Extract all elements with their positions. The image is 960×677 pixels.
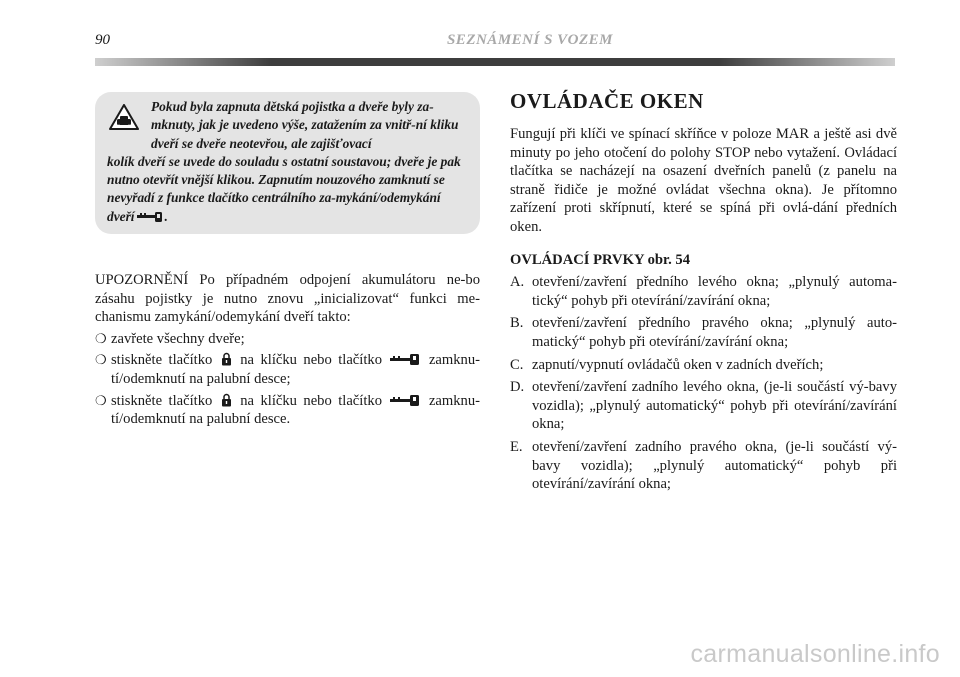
item-letter: D. bbox=[510, 379, 525, 396]
bullet-circle-icon: ❍ bbox=[95, 352, 107, 368]
central-lock-button-icon bbox=[390, 394, 420, 407]
bullet-text-post: zamknu-tí/odemknutí na palubní desce; bbox=[111, 352, 480, 387]
central-lock-button-icon bbox=[390, 353, 420, 366]
padlock-icon bbox=[221, 393, 232, 407]
warning-text-end: . bbox=[164, 208, 168, 224]
item-letter: B. bbox=[510, 315, 524, 332]
item-text: zapnutí/vypnutí ovládačů oken v zadních dveřích; bbox=[532, 356, 824, 373]
item-letter: C. bbox=[510, 356, 524, 373]
lock-button-icon bbox=[137, 211, 163, 223]
bullet-text: zavřete všechny dveře; bbox=[111, 330, 245, 347]
item-letter: A. bbox=[510, 274, 525, 291]
section-title: OVLÁDAČE OKEN bbox=[510, 89, 704, 113]
left-column bbox=[95, 271, 480, 429]
list-item bbox=[510, 438, 897, 494]
item-text: otevření/zavření zadního pravého okna, (je-li součástí vý-bavy vozidla); „plynulý automatický“ pohyb při otevírání/zavírání okna; bbox=[532, 438, 897, 493]
list-item bbox=[510, 314, 897, 351]
list-item bbox=[95, 330, 480, 349]
header-rule bbox=[95, 58, 895, 66]
item-text: otevření/zavření předního pravého okna; „plynulý auto-matický“ pohyb při otevírání/zavírání okna; bbox=[532, 315, 897, 350]
list-item bbox=[510, 356, 897, 375]
list-item bbox=[95, 351, 480, 388]
warning-box bbox=[95, 92, 480, 234]
warning-text-part2: kolík dveří se uvede do souladu s ostatní soustavou; dveře je pak nutno otevřít vnější klikou. Zapnutím nouzového zamknutí se nevyřadí z funkce tlačítko centrálního za-mykání/odemykání dveří bbox=[107, 153, 461, 224]
item-letter: E. bbox=[510, 438, 523, 455]
bullet-circle-icon: ❍ bbox=[95, 392, 107, 408]
bullet-text-mid: na klíčku nebo tlačítko bbox=[240, 392, 382, 409]
bullet-text-mid: na klíčku nebo tlačítko bbox=[240, 352, 382, 369]
watermark-link[interactable]: carmanualsonline.info bbox=[690, 640, 940, 668]
padlock-icon bbox=[221, 352, 232, 366]
list-item bbox=[510, 273, 897, 310]
item-text: otevření/zavření předního levého okna; „plynulý automa-tický“ pohyb při otevírání/zavírání okna; bbox=[532, 274, 897, 309]
page-number: 90 bbox=[95, 32, 110, 48]
list-item bbox=[95, 392, 480, 429]
item-text: otevření/zavření zadního levého okna, (je-li součástí vý-bavy vozidla); „plynulý automatický“ pohyb při otevírání/zavírání okna; bbox=[532, 379, 897, 433]
bullet-text-pre: stiskněte tlačítko bbox=[111, 352, 213, 369]
warning-text-part1: Pokud byla zapnuta dětská pojistka a dveře byly za-mknuty, jak je uvedeno výše, zatažením za vnitř-ní kliku dveří se dveře neotevřou, ale zajišťovací bbox=[151, 99, 459, 151]
bullet-circle-icon: ❍ bbox=[95, 330, 107, 346]
list-item bbox=[510, 378, 897, 434]
subheading: OVLÁDACÍ PRVKY obr. 54 bbox=[510, 251, 691, 268]
running-title: SEZNÁMENÍ S VOZEM bbox=[446, 32, 614, 48]
bullet-text-post: zamknu-tí/odemknutí na palubní desce. bbox=[111, 392, 480, 428]
right-column bbox=[510, 88, 897, 498]
bullet-text-pre: stiskněte tlačítko bbox=[111, 392, 213, 409]
reset-note: UPOZORNĚNÍ Po případném odpojení akumulátoru ne-bo zásahu pojistky je nutno znovu „inicializovat“ funkci me-chanismu zamykání/odemykání dveří takto: bbox=[95, 272, 480, 326]
warning-text bbox=[95, 92, 480, 226]
intro-paragraph: Fungují při klíči ve spínací skříňce v poloze MAR a ještě asi dvě minuty po jeho otočení do polohy STOP nebo vytažení. Ovládací tlačítka se nacházejí na osazení dveřních panelů (z panelu na straně řidiče je možné ovládat všechna okna). Je přítomno zařízení proti skřípnutí, které se spíná při ovlá-dání předních oken. bbox=[510, 126, 897, 235]
